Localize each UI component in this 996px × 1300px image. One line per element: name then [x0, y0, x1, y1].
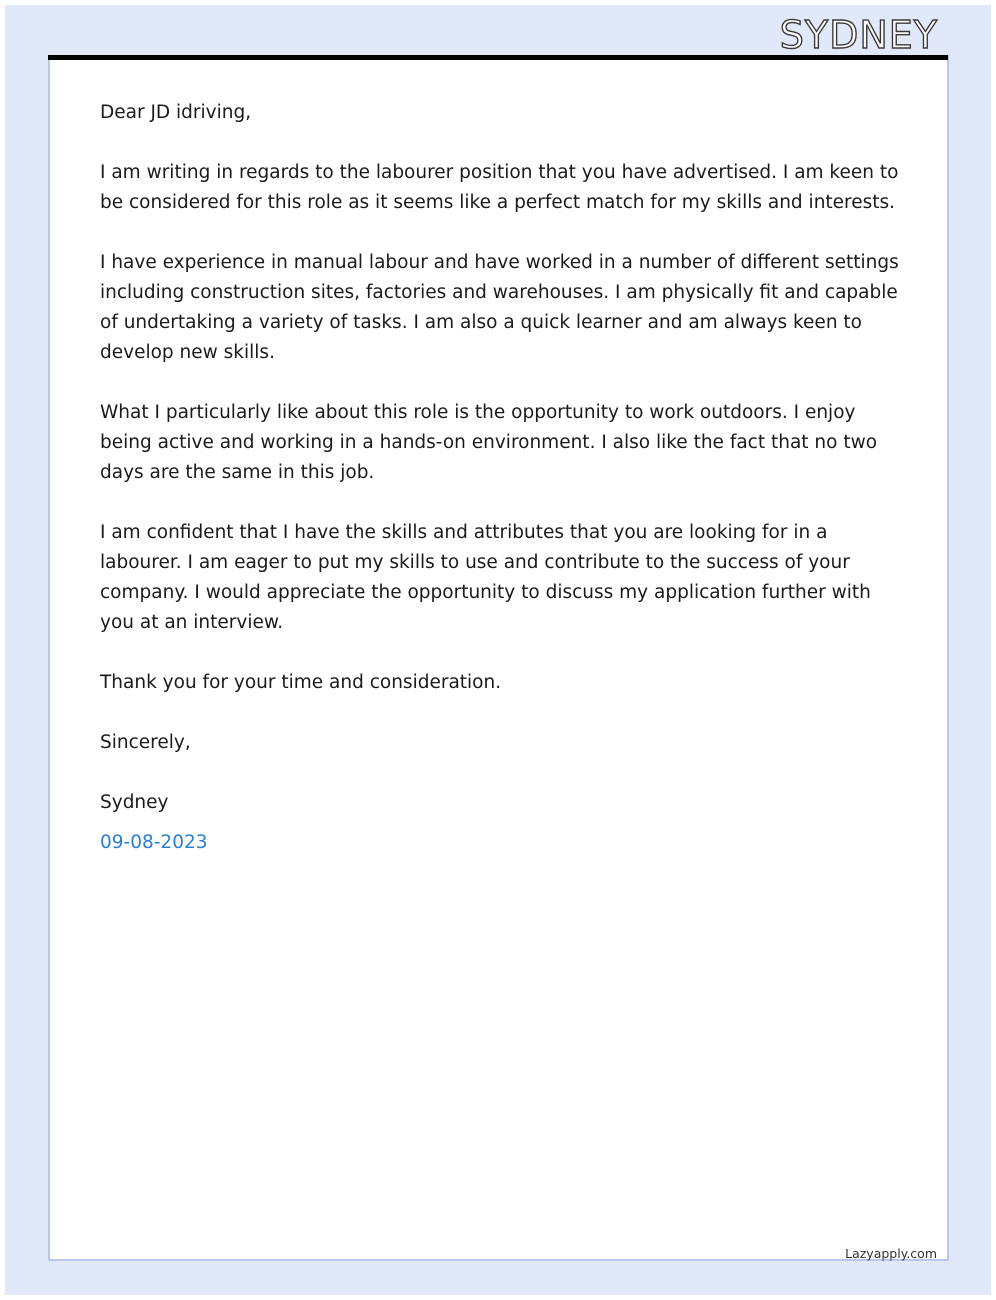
letter-closing: Sincerely,: [100, 732, 191, 753]
letter-thanks: Thank you for your time and consideration.: [100, 672, 502, 693]
letter-paragraph: I am writing in regards to the labourer position that you have advertised. I am keen to be considered for this role as it seems like a perfect match for my skills and interests.: [100, 162, 899, 213]
watermark-text: Lazyapply.com: [845, 1246, 937, 1261]
letter-greeting: Dear JD idriving,: [100, 102, 252, 123]
letter-paragraph: What I particularly like about this role is the opportunity to work outdoors. I enjoy being active and working in a hands-on environment. I also like the fact that no two days are the same in this job.: [100, 402, 878, 483]
letter-body: [100, 98, 900, 858]
letter-signature: Sydney: [100, 792, 169, 813]
applicant-name-heading: SYDNEY: [779, 13, 938, 57]
letter-paragraph: I am confident that I have the skills and attributes that you are looking for in a labourer. I am eager to put my skills to use and contribute to the success of your company. I would appreciate the opportunity to discuss my application further with you at an interview.: [100, 522, 871, 633]
letter-date: 09-08-2023: [100, 832, 208, 853]
letter-paragraph: I have experience in manual labour and have worked in a number of different settings including construction sites, factories and warehouses. I am physically fit and capable of undertaking a variety of tasks. I am also a quick learner and am always keen to develop new skills.: [100, 252, 899, 363]
